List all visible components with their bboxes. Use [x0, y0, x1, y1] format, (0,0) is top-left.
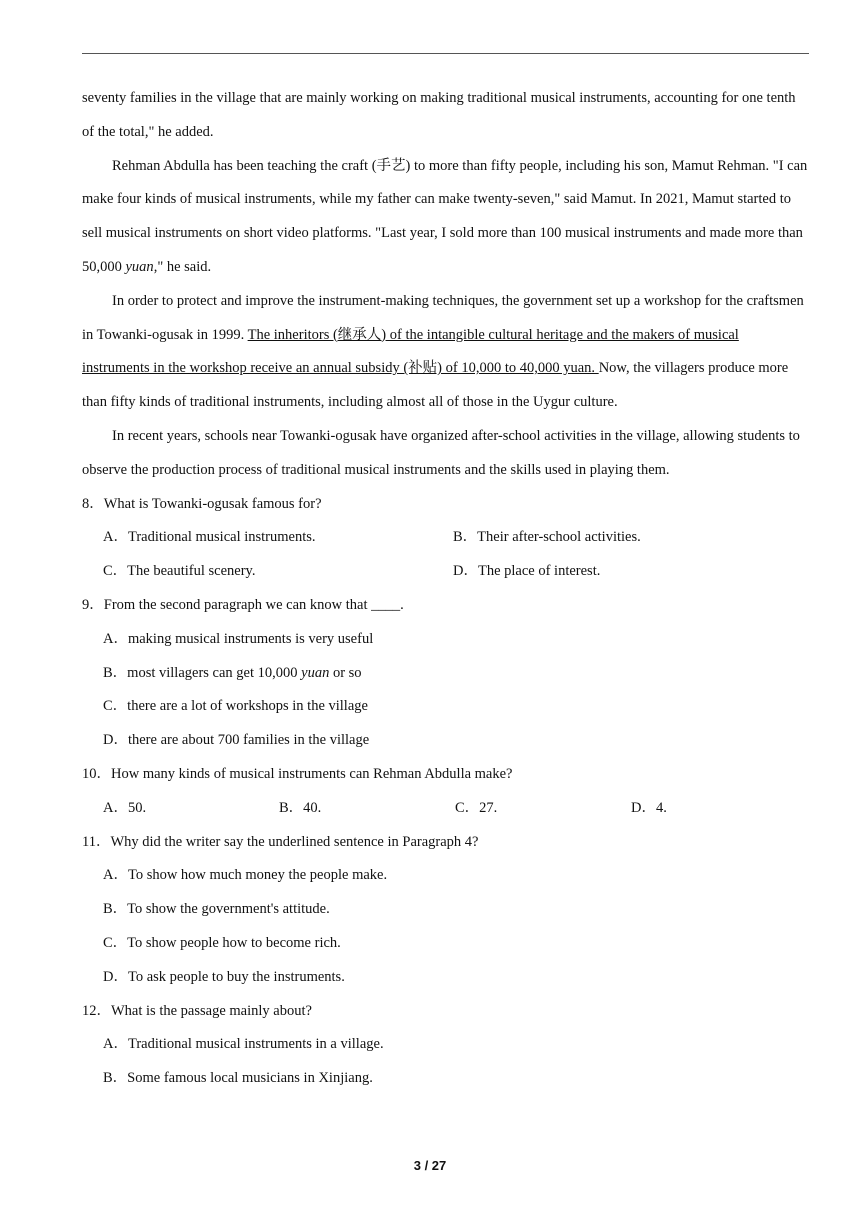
question-10-option-c: C．27.	[455, 799, 498, 816]
question-11-stem: 11．Why did the writer say the underlined sentence in Paragraph 4?	[82, 833, 479, 850]
question-9-stem: 9．From the second paragraph we can know that ____.	[82, 596, 404, 613]
underlined-sentence: The inheritors (继承人) of the intangible cultural heritage and the makers of musical instruments in the workshop receive an annual subsidy (补贴) of 10,000 to 40,000 yuan.	[82, 326, 739, 377]
q9-b-pre: B．most villagers can get 10,000	[103, 664, 302, 681]
q9-b-yuan-italic: yuan	[301, 664, 330, 681]
passage-paragraph-1-continued: seventy families in the village that are mainly working on making traditional musical instruments, accounting for one tenth of the total," he added.	[82, 90, 796, 140]
question-11-option-c: C．To show people how to become rich.	[103, 934, 341, 951]
question-8-options-row-2	[82, 555, 809, 589]
passage-paragraph-4: In recent years, schools near Towanki-ogusak have organized after-school activities in the village, allowing students to observe the production process of traditional musical instruments and the skills used in playing them.	[82, 427, 800, 478]
question-8-stem: 8．What is Towanki-ogusak famous for?	[82, 495, 322, 512]
p3-text-a: In order to protect and improve the instrument-making techniques, the government set up a workshop for the craftsmen in Towanki-ogusak in 1999.	[82, 292, 804, 343]
question-11-option-b: B．To show the government's attitude.	[103, 901, 330, 918]
question-9-option-d: D．there are about 700 families in the village	[103, 732, 370, 749]
question-9-option-a: A．making musical instruments is very useful	[103, 630, 374, 647]
question-12-stem: 12．What is the passage mainly about?	[82, 1002, 312, 1019]
question-8-option-c: C．The beautiful scenery.	[103, 563, 256, 580]
page-content	[82, 82, 809, 1096]
question-10-option-d: D．4.	[631, 799, 667, 816]
p2-text-b: ," he said.	[153, 258, 212, 275]
question-12-option-a: A．Traditional musical instruments in a village.	[103, 1036, 384, 1053]
question-8-options-row-1	[82, 521, 809, 555]
q9-b-post: or so	[329, 664, 362, 681]
question-9-option-b	[82, 657, 809, 691]
p2-text-a: Rehman Abdulla has been teaching the craft (手艺) to more than fifty people, including his son, Mamut Rehman. "I can make four kinds of musical instruments, while my father can make twenty-seven," said Mamut. In 2021, Mamut started to sell musical instruments on short video platforms. "Last year, I sold more than 100 musical instruments and made more than 50,000	[82, 157, 808, 275]
page-number: 3 / 27	[413, 1158, 447, 1173]
p2-yuan-italic: yuan	[125, 258, 154, 275]
question-12-option-b: B．Some famous local musicians in Xinjiang.	[103, 1070, 373, 1087]
question-11-option-a: A．To show how much money the people make.	[103, 867, 388, 884]
question-8-option-b: B．Their after-school activities.	[453, 529, 641, 546]
question-10-option-b: B．40.	[279, 799, 322, 816]
passage-paragraph-3	[82, 285, 809, 420]
question-10-stem: 10．How many kinds of musical instruments can Rehman Abdulla make?	[82, 765, 513, 782]
question-9-option-c: C．there are a lot of workshops in the village	[103, 698, 368, 715]
question-8-option-a: A．Traditional musical instruments.	[103, 529, 316, 546]
question-10-options-row	[82, 792, 809, 826]
question-8-option-d: D．The place of interest.	[453, 563, 601, 580]
question-10-option-a: A．50.	[103, 799, 147, 816]
passage-paragraph-2	[82, 150, 809, 285]
question-11-option-d: D．To ask people to buy the instruments.	[103, 968, 345, 985]
p3-text-b: Now, the villagers produce more than fifty kinds of traditional instruments, including almost all of those in the Uygur culture.	[82, 360, 789, 411]
header-rule	[82, 53, 809, 54]
